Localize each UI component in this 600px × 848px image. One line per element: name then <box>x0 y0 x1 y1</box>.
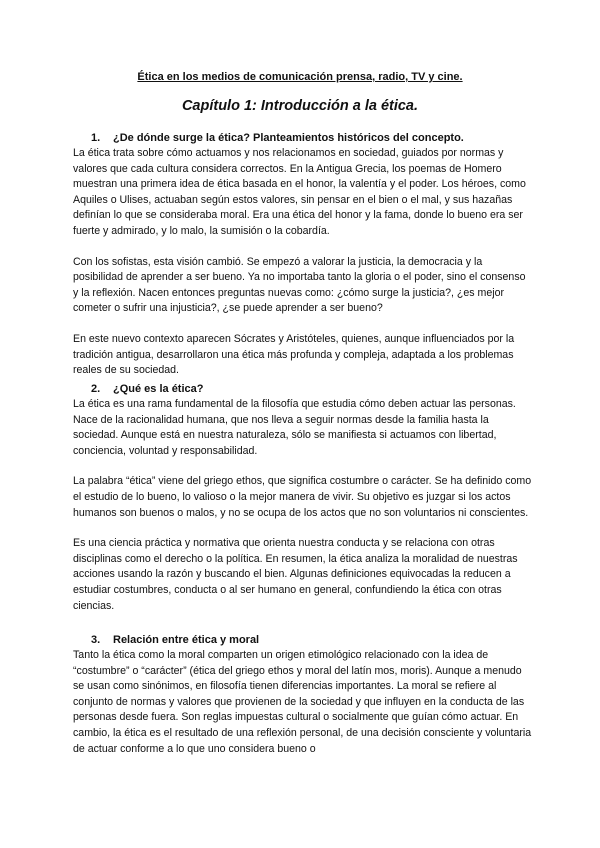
chapter-title: Capítulo 1: Introducción a la ética. <box>181 98 419 114</box>
section-heading-text: Relación entre ética y moral <box>113 634 260 646</box>
paragraph: En este nuevo contexto aparecen Sócrates y Aristóteles, quienes, aunque influenciados por la tradición antigua, desarrollaron una ética más profunda y compleja, adaptada a los problemas reales de su sociedad. <box>73 332 515 377</box>
section-1 <box>73 130 533 379</box>
section-number: 3. <box>91 634 101 646</box>
paragraph: Es una ciencia práctica y normativa que orienta nuestra conducta y se relaciona con otras disciplinas como el derecho o la política. En resumen, la ética analiza la moralidad de nuestras acciones usando la razón y buscando el bien. Algunas definiciones equivocadas la reducen a estudiar costumbres, conducta o al ser humano en general, confundiendo la ética con otras ciencias. <box>73 537 518 612</box>
section-number: 2. <box>91 383 101 395</box>
paragraph: La ética es una rama fundamental de la filosofía que estudia cómo deben actuar las personas. Nace de la racionalidad humana, que nos lleva a seguir normas desde la familia hasta la sociedad. Aunque está en nuestra naturaleza, sólo se manifiesta si actuamos con libertad, conciencia, voluntad y responsabilidad. <box>73 398 516 457</box>
document-title: Ética en los medios de comunicación prensa, radio, TV y cine. <box>137 71 463 83</box>
section-2 <box>73 381 533 614</box>
section-heading <box>73 632 533 648</box>
section-number: 1. <box>91 132 101 144</box>
section-heading-text: ¿De dónde surge la ética? Planteamientos históricos del concepto. <box>113 132 464 144</box>
paragraph: La ética trata sobre cómo actuamos y nos relacionamos en sociedad, guiados por normas y valores que cada cultura considera correctos. En la Antigua Grecia, los poemas de Homero muestran una primera idea de ética basada en el honor, la valentía y el poder. Los héroes, como Aquiles o Ulises, actuaban según estos valores, sin pensar en el bien o el mal, y sus hazañas definían lo que se consideraba moral. Era una ética del honor y la fama, donde lo bueno era ser fuerte y admirado, y lo malo, la sumisión o la cobardía. <box>73 147 526 237</box>
section-heading <box>73 130 533 146</box>
paragraph: Tanto la ética como la moral comparten un origen etimológico relacionado con la idea de “costumbre” o “carácter” (ética del griego ethos y moral del latín mos, moris). Aunque a menudo se usan como sinónimos, en filosofía tienen diferencias importantes. La moral se refiere al conjunto de normas y valores que provienen de la sociedad y que influyen en la conducta de las personas desde fuera. Son reglas impuestas cultural o socialmente que guían cómo actuar. En cambio, la ética es el resultado de una reflexión personal, de una decisión consciente y voluntaria de actuar conforme a lo que uno considera bueno o <box>73 649 532 755</box>
section-heading-text: ¿Qué es la ética? <box>113 383 204 395</box>
section-heading <box>73 381 533 397</box>
section-3 <box>73 632 533 757</box>
paragraph: La palabra “ética” viene del griego ethos, que significa costumbre o carácter. Se ha definido como el estudio de lo bueno, lo valioso o la mejor manera de vivir. Su objetivo es juzgar si los actos humanos son buenos o malos, y no se ocupa de los actos que no son voluntarios ni conscientes. <box>73 475 532 519</box>
paragraph: Con los sofistas, esta visión cambió. Se empezó a valorar la justicia, la democracia y la posibilidad de aprender a ser bueno. Ya no importaba tanto la gloria o el poder, sino el consenso y la reflexión. Nacen entonces preguntas nuevas como: ¿cómo surge la justicia?, ¿es mejor cometer o sufrir una injusticia?, ¿se puede aprender a ser bueno? <box>73 255 526 315</box>
